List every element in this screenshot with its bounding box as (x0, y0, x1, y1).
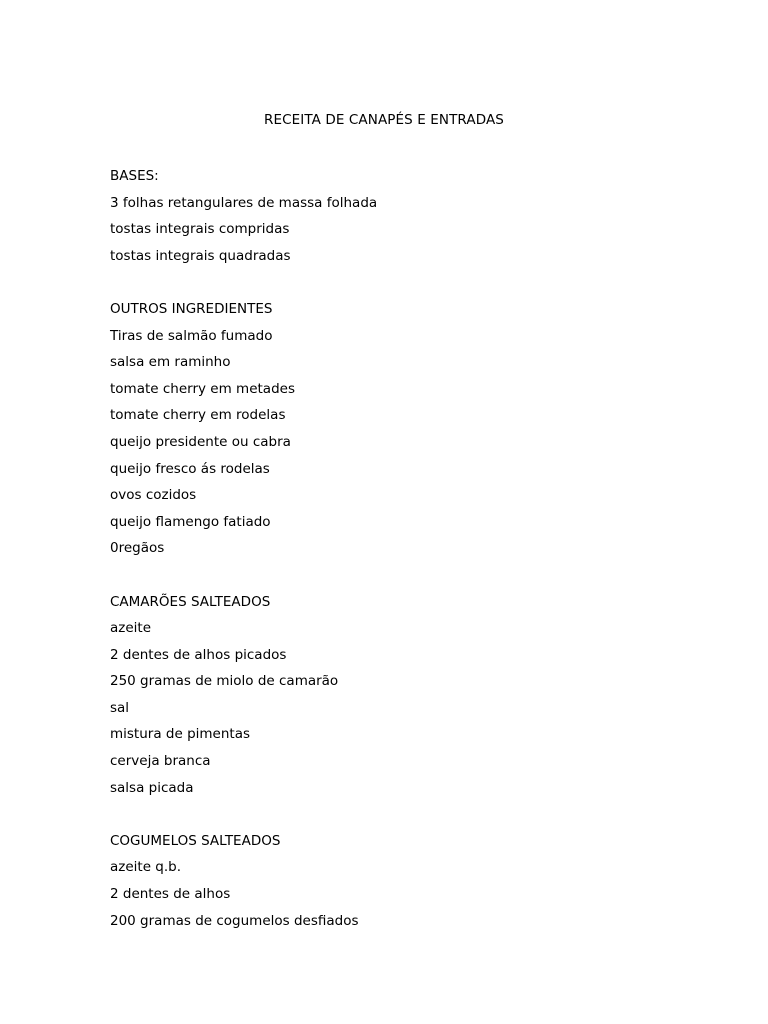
list-item: queijo presidente ou cabra (110, 433, 291, 450)
list-item: tomate cherry em metades (110, 380, 295, 397)
list-item: salsa picada (110, 779, 194, 796)
list-item: 3 folhas retangulares de massa folhada (110, 194, 378, 211)
section-heading: BASES: (110, 168, 159, 184)
list-item: 2 dentes de alhos picados (110, 646, 287, 663)
section-heading: COGUMELOS SALTEADOS (110, 832, 281, 849)
list-item: cerveja branca (110, 753, 211, 770)
list-item: 0regãos (110, 540, 165, 557)
list-item: azeite q.b. (110, 859, 182, 876)
list-item: 2 dentes de alhos (110, 886, 231, 903)
list-item: tostas integrais compridas (110, 221, 290, 238)
list-item: azeite (110, 620, 152, 637)
section-camaroes-salteados (110, 589, 670, 802)
list-item: mistura de pimentas (110, 726, 250, 743)
section-outros-ingredientes (110, 296, 670, 562)
list-item: queijo flamengo fatiado (110, 513, 271, 530)
list-item: Tiras de salmão fumado (110, 327, 273, 344)
list-item: queijo fresco ás rodelas (110, 460, 270, 477)
section-bases (110, 163, 670, 269)
section-heading: OUTROS INGREDIENTES (110, 300, 273, 317)
list-item: ovos cozidos (110, 487, 197, 504)
section-cogumelos-salteados (110, 828, 670, 934)
list-item: 250 gramas de miolo de camarão (110, 673, 339, 690)
list-item: sal (110, 699, 130, 716)
document-body (110, 163, 670, 961)
section-heading: CAMARÕES SALTEADOS (110, 593, 271, 610)
list-item: tomate cherry em rodelas (110, 407, 286, 424)
list-item: 200 gramas de cogumelos desfiados (110, 912, 359, 929)
list-item: tostas integrais quadradas (110, 247, 291, 264)
list-item: salsa em raminho (110, 354, 231, 371)
document-title: RECEITA DE CANAPÉS E ENTRADAS (264, 112, 504, 128)
